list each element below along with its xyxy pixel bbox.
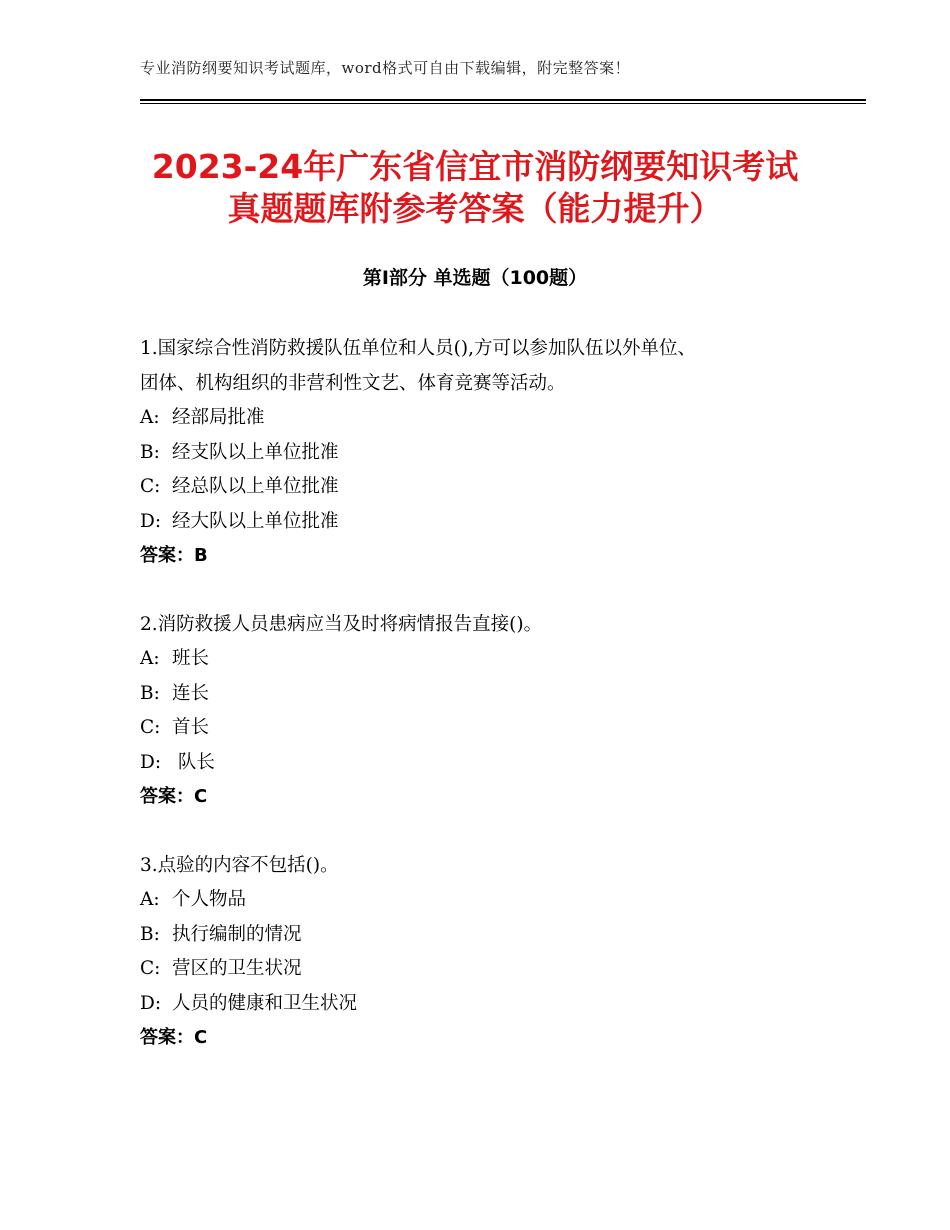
option-label: A: — [140, 889, 160, 910]
document-title — [140, 146, 810, 230]
option-label: D: — [140, 510, 162, 532]
answer: 答案：B — [140, 545, 208, 566]
option-label: B: — [140, 923, 160, 945]
option-text: 经大队以上单位批准 — [172, 510, 339, 532]
option-text: 人员的健康和卫生状况 — [172, 992, 358, 1014]
option-d — [140, 987, 820, 1022]
option-label: C: — [140, 958, 161, 979]
question-stem-continued: 团体、机构组织的非营利性文艺、体育竞赛等活动。 — [140, 372, 566, 394]
question-stem: 2.消防救援人员患病应当及时将病情报告直接()。 — [140, 613, 543, 635]
option-label: A: — [140, 648, 160, 669]
question-stem: 1.国家综合性消防救援队伍单位和人员(),方可以参加队伍以外单位、 — [140, 338, 696, 359]
question-3 — [140, 849, 820, 1056]
option-d — [140, 746, 820, 781]
header-rule-thick — [140, 99, 866, 101]
question-1 — [140, 332, 820, 574]
option-text: 执行编制的情况 — [172, 923, 302, 945]
option-text: 经总队以上单位批准 — [172, 476, 339, 497]
answer: 答案：C — [140, 1027, 208, 1048]
section-title: 第Ⅰ部分 单选题（100题） — [362, 267, 588, 289]
option-c — [140, 952, 820, 987]
option-a — [140, 883, 820, 918]
option-text: 经支队以上单位批准 — [172, 441, 339, 463]
option-label: B: — [140, 682, 160, 704]
option-d — [140, 505, 820, 540]
option-label: D: — [140, 992, 162, 1014]
option-text: 首长 — [172, 717, 210, 738]
option-b — [140, 436, 820, 471]
option-label: C: — [140, 717, 161, 738]
option-c — [140, 470, 820, 505]
answer: 答案：C — [140, 786, 208, 807]
option-label: B: — [140, 441, 160, 463]
option-a — [140, 642, 820, 677]
question-stem: 3.点验的内容不包括()。 — [140, 854, 339, 876]
option-text: 个人物品 — [172, 889, 247, 910]
header-rule-thin — [140, 103, 866, 104]
option-text: 连长 — [172, 682, 210, 704]
title-line-2: 真题题库附参考答案（能力提升） — [227, 189, 723, 228]
option-label: D: — [140, 751, 162, 773]
header-note: 专业消防纲要知识考试题库，word格式可自由下载编辑，附完整答案！ — [140, 59, 631, 77]
option-b — [140, 918, 820, 953]
option-label: A: — [140, 407, 160, 428]
option-a — [140, 401, 820, 436]
question-list — [140, 332, 820, 1090]
question-2 — [140, 608, 820, 815]
option-text: 营区的卫生状况 — [172, 958, 302, 979]
option-text: 经部局批准 — [172, 407, 265, 428]
option-b — [140, 677, 820, 712]
option-text: 队长 — [172, 751, 215, 773]
title-line-1: 2023-24年广东省信宜市消防纲要知识考试 — [151, 147, 799, 186]
option-label: C: — [140, 476, 161, 497]
option-c — [140, 711, 820, 746]
option-text: 班长 — [172, 648, 210, 669]
